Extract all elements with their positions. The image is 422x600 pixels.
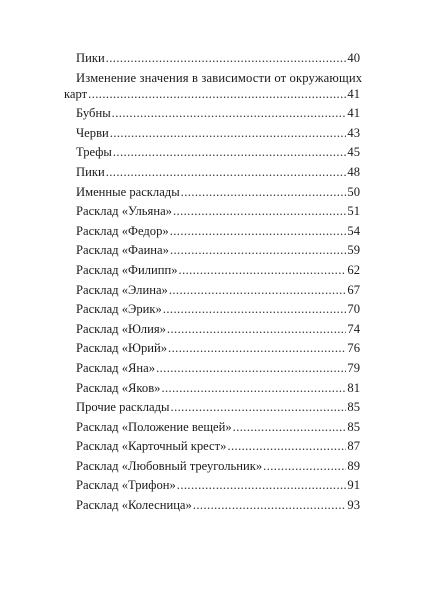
toc-entry-title: Пики bbox=[76, 51, 105, 65]
toc-entry-title-continuation: карт bbox=[64, 86, 88, 101]
toc-entry bbox=[76, 145, 360, 165]
toc-entry bbox=[76, 478, 360, 498]
dot-leader bbox=[177, 478, 347, 492]
dot-leader bbox=[106, 165, 347, 179]
toc-entry bbox=[76, 185, 360, 205]
toc-entry-page: 93 bbox=[347, 498, 360, 513]
toc-entry-title: Расклад «Филипп» bbox=[76, 262, 178, 277]
toc-entry bbox=[76, 243, 360, 263]
toc-entry-title: Расклад «Ульяна» bbox=[76, 204, 172, 219]
toc-entry bbox=[76, 439, 360, 459]
toc-entry bbox=[76, 420, 360, 440]
toc-entry-title: Черви bbox=[76, 125, 109, 140]
dot-leader bbox=[113, 145, 347, 159]
toc-entry-page: 89 bbox=[347, 458, 360, 473]
dot-leader bbox=[163, 302, 347, 316]
table-of-contents bbox=[64, 51, 363, 518]
toc-entry-title: Расклад «Юрий» bbox=[76, 341, 168, 356]
toc-entry bbox=[76, 224, 360, 244]
toc-entry-page: 87 bbox=[347, 439, 360, 454]
dot-leader bbox=[167, 322, 346, 336]
toc-entry bbox=[76, 341, 360, 361]
toc-entry-title: Расклад «Карточный крест» bbox=[76, 439, 227, 454]
dot-leader bbox=[263, 459, 346, 473]
toc-entry-title: Расклад «Трифон» bbox=[76, 478, 176, 493]
toc-entry-page: 40 bbox=[347, 51, 360, 65]
toc-entry-page: 59 bbox=[347, 243, 360, 258]
dot-leader bbox=[181, 185, 347, 199]
dot-leader bbox=[173, 204, 346, 218]
toc-entry bbox=[76, 322, 360, 342]
toc-entry-page: 81 bbox=[347, 380, 360, 395]
toc-entry-title: Расклад «Колесница» bbox=[76, 498, 192, 513]
toc-entry bbox=[76, 302, 360, 322]
toc-entry-page: 79 bbox=[347, 360, 360, 375]
toc-entry-page: 70 bbox=[347, 302, 360, 317]
toc-entry bbox=[76, 361, 360, 381]
dot-leader bbox=[170, 243, 346, 257]
toc-entry-title: Бубны bbox=[76, 106, 111, 121]
toc-entry-title: Пики bbox=[76, 164, 105, 179]
toc-entry bbox=[76, 283, 360, 303]
toc-entry-page: 91 bbox=[347, 478, 360, 493]
dot-leader bbox=[168, 341, 346, 355]
dot-leader bbox=[161, 381, 346, 395]
toc-entry-page: 50 bbox=[347, 184, 360, 199]
dot-leader bbox=[110, 126, 347, 140]
toc-entry-title: Расклад «Положение вещей» bbox=[76, 419, 232, 434]
toc-entry-page: 54 bbox=[347, 223, 360, 238]
toc-entry-title: Расклад «Элина» bbox=[76, 282, 168, 297]
dot-leader bbox=[170, 224, 347, 238]
toc-entry-page: 74 bbox=[347, 321, 360, 336]
dot-leader bbox=[233, 420, 347, 434]
toc-entry-title: Расклад «Любовный треугольник» bbox=[76, 458, 263, 473]
toc-entry bbox=[76, 381, 360, 401]
toc-entry bbox=[76, 106, 360, 126]
dot-leader bbox=[193, 498, 347, 512]
toc-entry bbox=[76, 498, 360, 518]
toc-entry-page: 76 bbox=[347, 341, 360, 356]
toc-entry-page: 41 bbox=[347, 86, 360, 101]
toc-entry-title: Расклад «Яков» bbox=[76, 380, 161, 395]
dot-leader bbox=[179, 263, 347, 277]
toc-entry-page: 45 bbox=[347, 145, 360, 160]
dot-leader bbox=[171, 400, 347, 414]
toc-entry bbox=[76, 204, 360, 224]
toc-entry bbox=[76, 459, 360, 479]
toc-entry-title: Именные расклады bbox=[76, 184, 180, 199]
dot-leader bbox=[88, 87, 346, 101]
toc-entry-page: 51 bbox=[347, 204, 360, 219]
toc-entry-title: Расклад «Яна» bbox=[76, 360, 156, 375]
toc-entry-page: 85 bbox=[347, 419, 360, 434]
dot-leader bbox=[156, 361, 346, 375]
dot-leader bbox=[106, 51, 347, 65]
toc-entry-page: 48 bbox=[347, 164, 360, 179]
toc-entry-title: Расклад «Федор» bbox=[76, 223, 169, 238]
toc-entry-page: 43 bbox=[347, 125, 360, 140]
toc-entry-page: 41 bbox=[347, 106, 360, 121]
toc-entry-page: 85 bbox=[347, 400, 360, 415]
dot-leader bbox=[169, 283, 347, 297]
toc-entry-page: 62 bbox=[347, 262, 360, 277]
toc-entry bbox=[76, 400, 360, 420]
dot-leader bbox=[112, 106, 347, 120]
toc-entry-title: Прочие расклады bbox=[76, 400, 170, 415]
toc-entry bbox=[76, 263, 360, 283]
toc-entry bbox=[76, 126, 360, 146]
toc-entry-title: Расклад «Эрик» bbox=[76, 302, 162, 317]
toc-entry-page: 67 bbox=[347, 282, 360, 297]
toc-entry bbox=[76, 51, 360, 71]
toc-entry-title: Трефы bbox=[76, 145, 112, 160]
toc-entry bbox=[76, 165, 360, 185]
toc-entry bbox=[64, 70, 363, 107]
toc-entry-title: Расклад «Юлия» bbox=[76, 321, 166, 336]
dot-leader bbox=[227, 439, 346, 453]
toc-entry-title: Расклад «Фаина» bbox=[76, 243, 169, 258]
toc-entry-title: Изменение значения в зависимости от окружающих bbox=[76, 70, 363, 85]
